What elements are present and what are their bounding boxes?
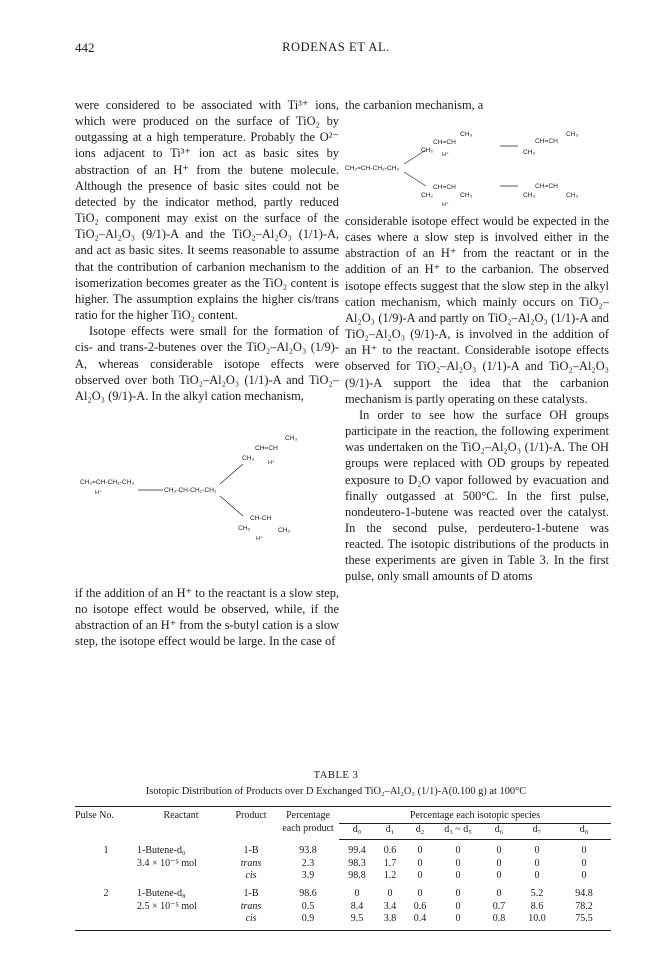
cell-d2: 0.4 [405,913,435,930]
cell-reactant [137,870,225,883]
table-row [75,840,611,858]
cell-product [225,858,277,871]
cell-product-text: trans [240,857,262,869]
scheme-proton: H⁺ [256,536,263,542]
table-row [75,870,611,883]
cell-pct: 93.8 [299,844,317,856]
cell-d3-d5: 0 [435,913,481,930]
cell-d7: 10.0 [517,913,557,930]
scheme-proton: H⁺ [268,460,275,466]
paragraph: considerable isotope effect would be expected in the cases where a slow step is involved either in the abstraction of an H⁺ from the reactant or in the addition of an H⁺ to the carbanion. The observed isotope effects suggest that the slow step in the alkyl cation mechanism, which mainly occurs on TiO₂–Al₂O₃ (1/9)-A and partly on TiO₂–Al₂O₃ (1/1)-A and TiO₂–Al₂O₃ (9/1)-A, is involved in the addition of an H⁺ to the reactant. Considerable isotope effects observed for TiO₂–Al₂O₃ (1/1)-A and TiO₂–Al₂O₃ (9/1)-A support the idea that the carbanion mechanism is partly operating on these catalysts. [345,214,609,406]
running-head: RODENAS ET AL. [282,40,390,54]
scheme-intermediate: CH₃ [460,131,473,138]
cell-pulse [75,913,137,930]
cell-d0: 98.8 [348,870,366,882]
cell-pct: 98.6 [299,887,317,899]
cell-d6: 0 [496,857,502,869]
scheme-product: CH₃ [238,525,251,532]
cell-d8: 0 [581,845,587,857]
scheme-proton: H⁺ [442,152,449,158]
cell-pct: 0.9 [277,913,339,930]
cell-product [225,870,277,883]
table-row [75,913,611,930]
scheme-product: CH₃ [523,192,536,199]
cell-pct: 3.9 [301,870,315,882]
cell-pulse [75,870,137,883]
cell-pct: 0.5 [301,900,315,912]
cell-d6: 0 [496,887,502,899]
col-header-reactant: Reactant [137,807,225,840]
cell-d2: 0 [417,857,423,869]
cell-d2: 0 [417,845,423,857]
cell-d1: 3.8 [375,913,405,930]
paragraph: were considered to be associated with Ti³⁺ ions, which were produced on the surface of TiO₂ by outgassing at a high temperature. Probably the O²⁻ ions adjacent to Ti³⁺ ion act as basic sites by abstraction of an H⁺ from the butene molecule. Although the presence of basic sites could not be detected by the indicator method, partly reduced TiO₂ component may exist on the surface of the TiO₂–Al₂O₃ (9/1)-A and the TiO₂–Al₂O₃ (1/1)-A, and act as basic sites. It seems reasonable to assume that the contribution of carbanion mechanism to the isomerization becomes greater as the TiO₂ content is higher. The assumption explains the higher cis/trans ratio for the higher TiO₂ content. [75,98,339,323]
col-header-d0: d₀ [339,823,375,840]
cell-pulse [75,901,137,914]
scheme-intermediate: CH₃ [460,192,473,199]
scheme-product: CH=CH [535,183,558,190]
scheme-proton: H⁺ [95,490,102,496]
cell-d8: 75.5 [557,913,611,930]
cell-d1: 3.4 [383,900,397,912]
cell-product-text: cis [245,870,257,882]
scheme-proton: H⁺ [442,202,449,208]
table-row [75,883,611,901]
cell-product-text: trans [240,900,262,912]
table-label: TABLE 3 [313,770,359,781]
cell-d0: 0 [354,887,360,899]
scheme-intermediate: CH=CH [433,139,456,146]
cell-d3-d5: 0 [455,887,461,899]
isotope-table [75,806,611,931]
cell-d1: 0.6 [383,845,397,857]
col-header-product: Product [225,807,277,840]
cell-reactant [137,913,225,930]
left-column-bottom [75,585,339,650]
cell-d6: 0.7 [492,900,506,912]
cell-d7: 0 [534,845,540,857]
col-header-percentage: Percentage each product [277,807,339,840]
cell-d0: 9.5 [339,913,375,930]
page-header [0,40,672,60]
alkyl-cation-scheme [80,408,335,578]
col-header-d2: d₂ [405,823,435,840]
reaction-arrow [220,464,243,484]
cell-d1: 1.2 [383,870,397,882]
cell-product [225,913,277,930]
cell-d6: 0 [496,870,502,882]
scheme-product: CH=CH [255,445,278,452]
cell-d3-d5: 0 [455,857,461,869]
col-header-d6: d₆ [481,823,517,840]
col-header-d3-d5: d₃ ~ d₅ [435,823,481,840]
col-header-d8: d₈ [557,823,611,840]
cell-d6: 0.8 [481,913,517,930]
cell-d0: 8.4 [350,900,364,912]
cell-d1: 1.7 [383,857,397,869]
cell-d1: 0 [387,887,393,899]
left-column-top [75,97,339,404]
reaction-arrow [220,496,243,516]
cell-d2: 0.6 [413,900,427,912]
reaction-arrow [404,172,426,186]
scheme-product: CH₃ [523,149,536,156]
table-row [75,901,611,914]
cell-d7: 0 [534,870,540,882]
table-row [75,858,611,871]
table-3 [75,806,611,931]
scheme-product: CH-CH [250,515,272,522]
cell-product [225,901,277,914]
page-number: 442 [75,40,95,55]
paragraph: In order to see how the surface OH groups participate in the reaction, the following experiment was undertaken on the TiO₂–Al₂O₃ (1/1)-A. The OH groups were replaced with OD groups by repeated exposure to D₂O vapor followed by evacuation and finally outgassed at 500°C. In the first pulse, nondeutero-1-butene was reacted over the catalyst. In the second pulse, perdeutero-1-butene was reacted. The isotopic distributions of the products in these experiments are given in Table 3. In the first pulse, only small amounts of D atoms [345,407,609,584]
col-header-d7: d₇ [517,823,557,840]
cell-d8: 0 [581,870,587,882]
paragraph: the carbanion mechanism, a [345,98,484,112]
scheme-product: CH₃ [242,455,255,462]
cell-pulse: 2 [103,887,109,899]
scheme-reactant: CH₂=CH-CH₂-CH₃ [80,479,135,486]
cell-pulse: 1 [103,844,109,856]
col-header-pulse: Pulse No. [75,807,137,840]
cell-d3-d5: 0 [455,870,461,882]
col-header-species-group: Percentage each isotopic species [339,807,611,824]
cell-d2: 0 [417,870,423,882]
cell-d8: 0 [581,857,587,869]
cell-d7: 0 [534,857,540,869]
right-column-bottom [345,213,609,585]
cell-pct: 2.3 [301,857,315,869]
cell-product: 1-B [243,887,259,899]
cell-d8: 78.2 [575,900,593,912]
paragraph: Isotope effects were small for the formation of cis- and trans-2-butenes over the TiO₂–Al₂O₃ (1/9)-A, whereas considerable isotope effects were observed over both TiO₂–Al₂O₃ (1/1)-A and TiO₂–Al₂O₃ (9/1)-A. In the alkyl cation mechanism, [75,324,339,403]
cell-d7: 8.6 [530,900,544,912]
cell-product: 1-B [243,844,259,856]
cell-d8: 94.8 [575,887,593,899]
scheme-intermediate: CH=CH [433,184,456,191]
scheme-reactant: CH₂=CH-CH₂-CH₃ [345,165,400,172]
cell-d7: 5.2 [530,887,544,899]
carbanion-scheme [330,114,610,210]
scheme-product: CH₃ [278,527,291,534]
scheme-intermediate: CH₃-C̣H-CH₂-CH₃ [164,487,217,494]
cell-reactant: 2.5 × 10⁻⁵ mol [137,900,197,912]
cell-reactant: 1-Butene-d₈ [137,887,186,899]
cell-d2: 0 [417,887,423,899]
table-caption: Isotopic Distribution of Products over D Exchanged TiO₂–Al₂O₃ (1/1)-A(0.100 g) at 100°C [145,786,527,797]
cell-d0: 98.3 [348,857,366,869]
paragraph: if the addition of an H⁺ to the reactant is a slow step, no isotope effect would be observed, while, if the abstraction of an H⁺ from the s-butyl cation is a slow step, the isotope effect would be large. In the case of [75,586,339,649]
cell-d6: 0 [496,845,502,857]
cell-reactant: 1-Butene-d₀ [137,844,186,856]
col-header-d1: d₁ [375,823,405,840]
scheme-intermediate: CH₂ [421,192,434,199]
cell-d3-d5: 0 [455,845,461,857]
cell-reactant: 3.4 × 10⁻⁵ mol [137,857,197,869]
scheme-product: CH₃ [566,192,579,199]
scheme-product: CH₃ [566,131,579,138]
scheme-product: CH=CH [535,138,558,145]
scheme-intermediate: CH₂ [421,147,434,154]
right-column-top [345,97,609,113]
cell-product-text: cis [245,913,257,925]
cell-d0: 99.4 [348,845,366,857]
cell-pulse [75,858,137,871]
cell-d3-d5: 0 [455,900,461,912]
scheme-product: CH₃ [285,435,298,442]
